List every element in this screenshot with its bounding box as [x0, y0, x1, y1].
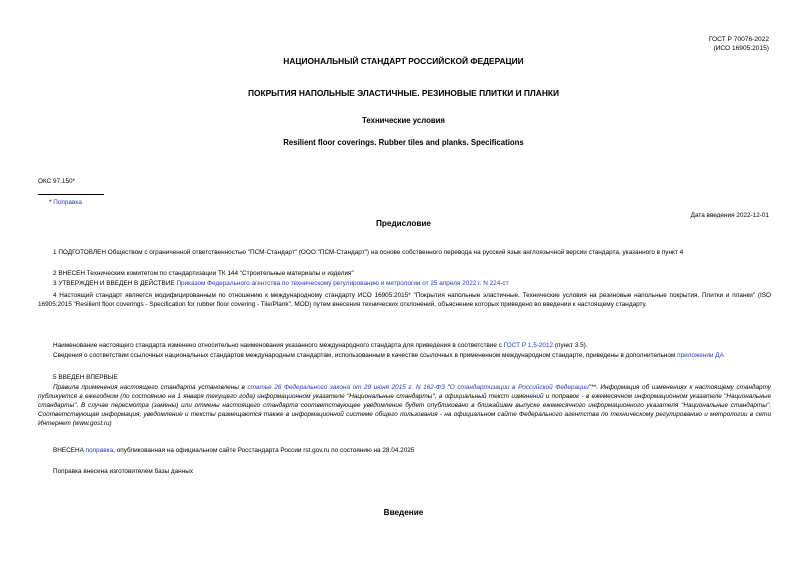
preface-heading: Предисловие — [376, 219, 431, 228]
rules-suffix: "**. Информация об изменениях к настоящему стандарту публикуется в ежегодном (по состоянию на 1 января текущего года) информационном указателе "Национальные стандарты", а официальный текст изменений и поправок - в ежемесячном информационном указателе "Национальные стандарты". В случае пересмотра (замены) или отмены настоящего стандарта соответствующее уведомление будет опубликовано в ближайшем выпуске ежемесячного информационного указателя "Национальные стандарты". Соответствующая информация, уведомление и тексты размещаются также в информационной системе общего пользования - на официальном сайте Федерального агентства по техническому регулированию и метрологии в сети Интернет (www.gost.ru) — [38, 384, 771, 427]
rules-quote: " — [444, 384, 450, 391]
gost-1-5-link[interactable]: ГОСТ Р 1.5-2012 — [503, 342, 554, 349]
document-title-english: Resilient floor coverings. Rubber tiles and planks. Specifications — [283, 138, 524, 147]
paragraph-first-introduced: 5 ВВЕДЕН ВПЕРВЫЕ — [53, 374, 118, 381]
document-title: ПОКРЫТИЯ НАПОЛЬНЫЕ ЭЛАСТИЧНЫЕ. РЕЗИНОВЫЕ ПЛИТКИ И ПЛАНКИ — [247, 88, 560, 98]
paragraph-prepared-by: 1 ПОДГОТОВЛЕН Обществом с ограниченной ответственностью "ПСМ-Стандарт" (ООО "ПСМ-Стандарт") на основе собственного перевода на русский язык англоязычной версии стандарта, указанного в пункт 4 — [53, 249, 684, 256]
gost-code: ГОСТ Р 70076-2022 — [708, 36, 769, 43]
document-subtitle: Технические условия — [362, 116, 445, 125]
paragraph-application-rules — [38, 383, 771, 428]
amendment-link[interactable]: Поправка — [53, 199, 82, 206]
document-code — [709, 35, 769, 53]
oks-code: ОКС 97.150* — [38, 178, 76, 185]
amendment-inline-link[interactable]: поправка — [85, 447, 114, 454]
footnote — [49, 199, 82, 206]
paragraph-amendment — [38, 446, 771, 455]
rules-prefix: Правила применения настоящего стандарта установлены в — [53, 384, 248, 391]
name-change-suffix: (пункт 3.5). — [553, 342, 588, 349]
introduction-heading: Введение — [383, 508, 424, 517]
amendment-suffix: , опубликованная на официальном сайте Росстандарта России rst.gov.ru по состоянию на 28.04.2025 — [113, 447, 415, 454]
order-link[interactable]: Приказом Федерального агентства по техническому регулированию и метрологии от 25 апреля 2022 г. N 224-ст — [176, 280, 509, 287]
amendment-prefix: ВНЕСЕНА — [53, 447, 86, 454]
name-change-prefix: Наименование настоящего стандарта изменено относительно наименования указанного международного стандарта для приведения в соответствие с — [53, 342, 504, 349]
standardization-law-link[interactable]: О стандартизации в Российской Федерации — [449, 384, 589, 391]
paragraph-submitted-by: 2 ВНЕСЕН Техническим комитетом по стандартизации ТК 144 "Строительные материалы и изделия" — [53, 270, 354, 277]
paragraph-amendment-note: Поправка внесена изготовителем базы данных — [53, 468, 194, 475]
footnote-divider — [38, 194, 104, 195]
footnote-star: * — [49, 199, 54, 206]
iso-code: (ИСО 16905:2015) — [713, 45, 769, 52]
appendix-da-link[interactable]: приложении ДА — [677, 352, 724, 359]
paragraph-references — [38, 351, 771, 360]
national-standard-heading: НАЦИОНАЛЬНЫЙ СТАНДАРТ РОССИЙСКОЙ ФЕДЕРАЦИИ — [283, 56, 524, 66]
introduction-date: Дата введения 2022-12-01 — [690, 212, 769, 219]
paragraph-modification: 4 Настоящий стандарт является модифицированным по отношению к международному стандарту ИСО 16905:2015* "Покрытия напольные эластичные. Технические условия на резиновые напольные покрытия. Плитки и планки" (ISO 16905:2015 "Resilient floor coverings - Specification for rubber floor covering - Tile/Plank", MOD) путем внесения технических отклонений, объяснение которых приведено во введении к настоящему стандарту. — [38, 292, 771, 308]
paragraph-approved — [38, 279, 771, 288]
references-prefix: Сведения о соответствии ссылочных национальных стандартов международным стандартам, использованным в качестве ссылочных в примененном международном стандарте, приведены в дополнительном — [53, 352, 678, 359]
federal-law-link[interactable]: статье 26 Федерального закона от 29 июня 2015 г. N 162-ФЗ — [247, 384, 445, 391]
approved-prefix: 3 УТВЕРЖДЕН И ВВЕДЕН В ДЕЙСТВИЕ — [53, 280, 177, 287]
paragraph-name-change — [38, 341, 771, 350]
